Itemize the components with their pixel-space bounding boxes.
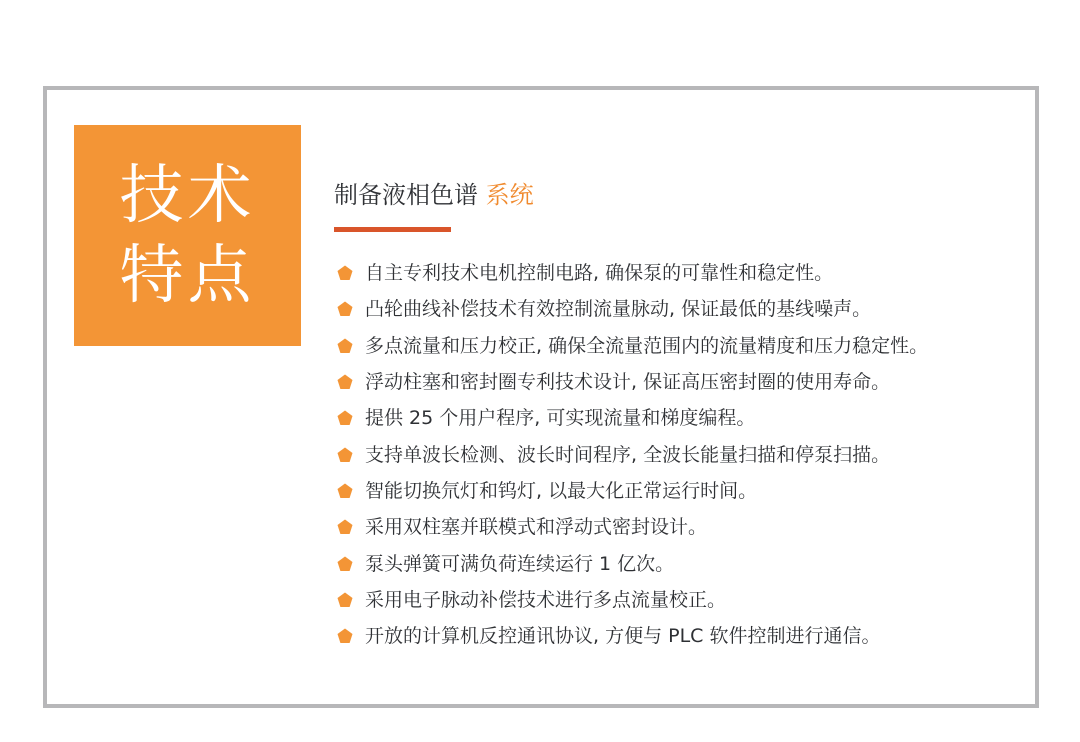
feature-text: 泵头弹簧可满负荷连续运行 1 亿次。: [365, 552, 675, 575]
feature-item: [337, 291, 928, 327]
pentagon-bullet-icon: [337, 374, 353, 390]
feature-item: [337, 473, 928, 509]
pentagon-bullet-icon: [337, 556, 353, 572]
pentagon-bullet-icon: [337, 519, 353, 535]
feature-text: 支持单波长检测、波长时间程序, 全波长能量扫描和停泵扫描。: [365, 443, 891, 466]
badge-line-2: 特点: [119, 238, 256, 313]
section-heading: [334, 180, 534, 210]
feature-item: [337, 400, 928, 436]
heading-accent-text: 系统: [485, 181, 534, 209]
pentagon-bullet-icon: [337, 301, 353, 317]
feature-text: 提供 25 个用户程序, 可实现流量和梯度编程。: [365, 407, 756, 430]
feature-text: 自主专利技术电机控制电路, 确保泵的可靠性和稳定性。: [365, 262, 834, 285]
pentagon-bullet-icon: [337, 447, 353, 463]
feature-item: [337, 364, 928, 400]
pentagon-bullet-icon: [337, 410, 353, 426]
heading-main-text: 制备液相色谱: [334, 181, 478, 209]
pentagon-bullet-icon: [337, 592, 353, 608]
feature-item: [337, 509, 928, 545]
pentagon-bullet-icon: [337, 338, 353, 354]
feature-text: 浮动柱塞和密封圈专利技术设计, 保证高压密封圈的使用寿命。: [365, 371, 891, 394]
pentagon-bullet-icon: [337, 628, 353, 644]
feature-text: 采用电子脉动补偿技术进行多点流量校正。: [365, 588, 727, 611]
feature-text: 凸轮曲线补偿技术有效控制流量脉动, 保证最低的基线噪声。: [365, 298, 872, 321]
pentagon-bullet-icon: [337, 265, 353, 281]
feature-item: [337, 545, 928, 581]
heading-underline: [334, 227, 451, 232]
badge-line-1: 技术: [119, 158, 256, 233]
feature-text: 采用双柱塞并联模式和浮动式密封设计。: [365, 516, 708, 539]
feature-text: 开放的计算机反控通讯协议, 方便与 PLC 软件控制进行通信。: [365, 625, 881, 648]
feature-item: [337, 255, 928, 291]
feature-item: [337, 328, 928, 364]
feature-item: [337, 436, 928, 472]
feature-list: [337, 255, 928, 654]
pentagon-bullet-icon: [337, 483, 353, 499]
feature-item: [337, 618, 928, 654]
feature-text: 多点流量和压力校正, 确保全流量范围内的流量精度和压力稳定性。: [365, 334, 929, 357]
feature-text: 智能切换氘灯和钨灯, 以最大化正常运行时间。: [365, 479, 758, 502]
feature-item: [337, 582, 928, 618]
feature-badge: [74, 125, 301, 346]
